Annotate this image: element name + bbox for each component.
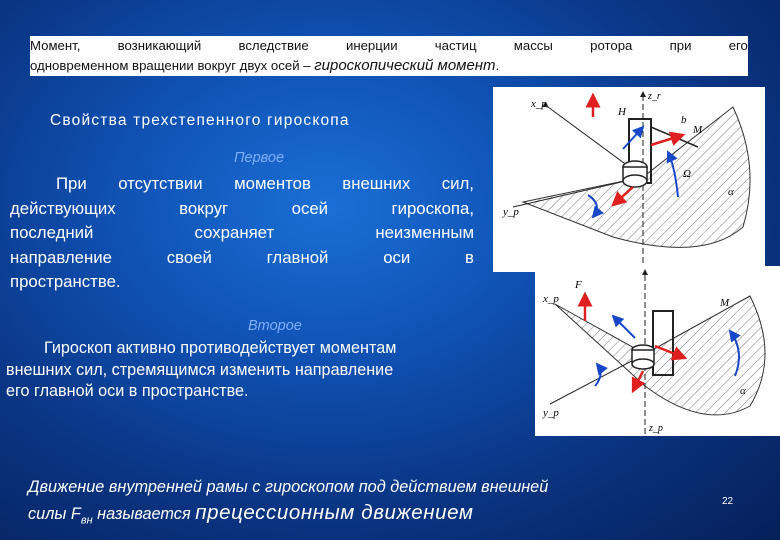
precession-term: прецессионным движением [195, 501, 474, 524]
label-zr: z_r [648, 91, 661, 102]
intro-word: при [669, 38, 692, 53]
force-subscript: вн [80, 514, 93, 527]
intro-end: . [495, 58, 500, 73]
second-property-heading: Второе [248, 318, 302, 334]
intro-word: его [728, 38, 748, 53]
second-line-2: внешних сил, стремящимся изменить направление [6, 360, 394, 379]
word: направление [10, 247, 112, 267]
first-property-heading: Первое [234, 150, 285, 166]
label-f-2: F [575, 279, 582, 291]
intro-text-box [30, 36, 748, 76]
conclusion-text [28, 474, 728, 533]
word: пространстве. [10, 272, 121, 291]
conclusion-verb: называется [97, 505, 191, 523]
first-line-4 [10, 246, 474, 271]
intro-word: Момент, [30, 38, 81, 53]
second-line-3: его главной оси в пространстве. [6, 382, 249, 400]
intro-line-2-text: одновременном вращении вокруг двух осей – [30, 58, 311, 73]
intro-word: инерции [345, 38, 398, 53]
gyroscopic-moment-term: гироскопический момент [314, 57, 496, 74]
word: При [56, 174, 87, 193]
label-yp: y_p [503, 206, 519, 218]
word: сил, [441, 174, 474, 193]
intro-word: вследствие [238, 38, 309, 53]
word: неизменным [375, 223, 474, 242]
blue-arrow-2 [613, 316, 635, 338]
word: в [465, 247, 474, 267]
blue-arrow-precession [623, 127, 643, 149]
word: отсутствии [118, 174, 203, 193]
word: осей [291, 198, 329, 218]
label-xp-2: x_p [543, 293, 559, 305]
word: сохраняет [194, 223, 275, 242]
intro-word: частиц [434, 38, 477, 53]
word: вокруг [179, 198, 229, 218]
intro-word: возникающий [117, 38, 202, 53]
word: внешних [342, 174, 411, 193]
label-alpha: α [728, 186, 734, 198]
first-line-1 [10, 172, 474, 197]
first-line-5 [10, 270, 474, 295]
label-yp-2: y_p [543, 407, 559, 419]
force-symbol: силы F [28, 505, 81, 523]
conclusion-line-2 [28, 500, 728, 533]
word: действующих [10, 198, 116, 218]
label-b: b [681, 114, 687, 126]
first-line-3 [10, 221, 474, 246]
first-property-text [10, 172, 474, 295]
label-alpha-2: α [740, 385, 746, 397]
second-property-text [6, 338, 526, 403]
label-zp-2: z_p [649, 423, 663, 434]
gyroscope-diagram-2 [535, 266, 780, 436]
label-h: H [618, 106, 626, 118]
gyroscope-diagram-1 [493, 87, 765, 272]
word: последний [10, 223, 94, 242]
intro-line-1 [30, 36, 748, 56]
word: главной [266, 247, 329, 267]
word: оси [383, 247, 411, 267]
second-line-1: Гироскоп активно противодействует моментам [44, 339, 397, 357]
page-number: 22 [722, 496, 734, 507]
gyroscope-diagram-2-svg [535, 266, 780, 436]
intro-word: ротора [590, 38, 633, 53]
word: своей [166, 247, 212, 267]
properties-title: Свойства трехстепенного гироскопа [50, 112, 350, 129]
label-xp: x_p [531, 98, 547, 110]
red-arrow-force [651, 135, 683, 145]
word: моментов [234, 174, 311, 193]
intro-word: массы [513, 38, 553, 53]
conclusion-line-1: Движение внутренней рамы с гироскопом под действием внешней [28, 478, 549, 496]
label-m: M [693, 124, 703, 136]
label-m-2: M [720, 297, 730, 309]
intro-line-2 [30, 56, 748, 76]
label-omega: Ω [683, 168, 691, 180]
gyroscope-diagram-1-svg [493, 87, 765, 272]
first-line-2 [10, 197, 474, 222]
word: гироскопа, [391, 198, 474, 218]
